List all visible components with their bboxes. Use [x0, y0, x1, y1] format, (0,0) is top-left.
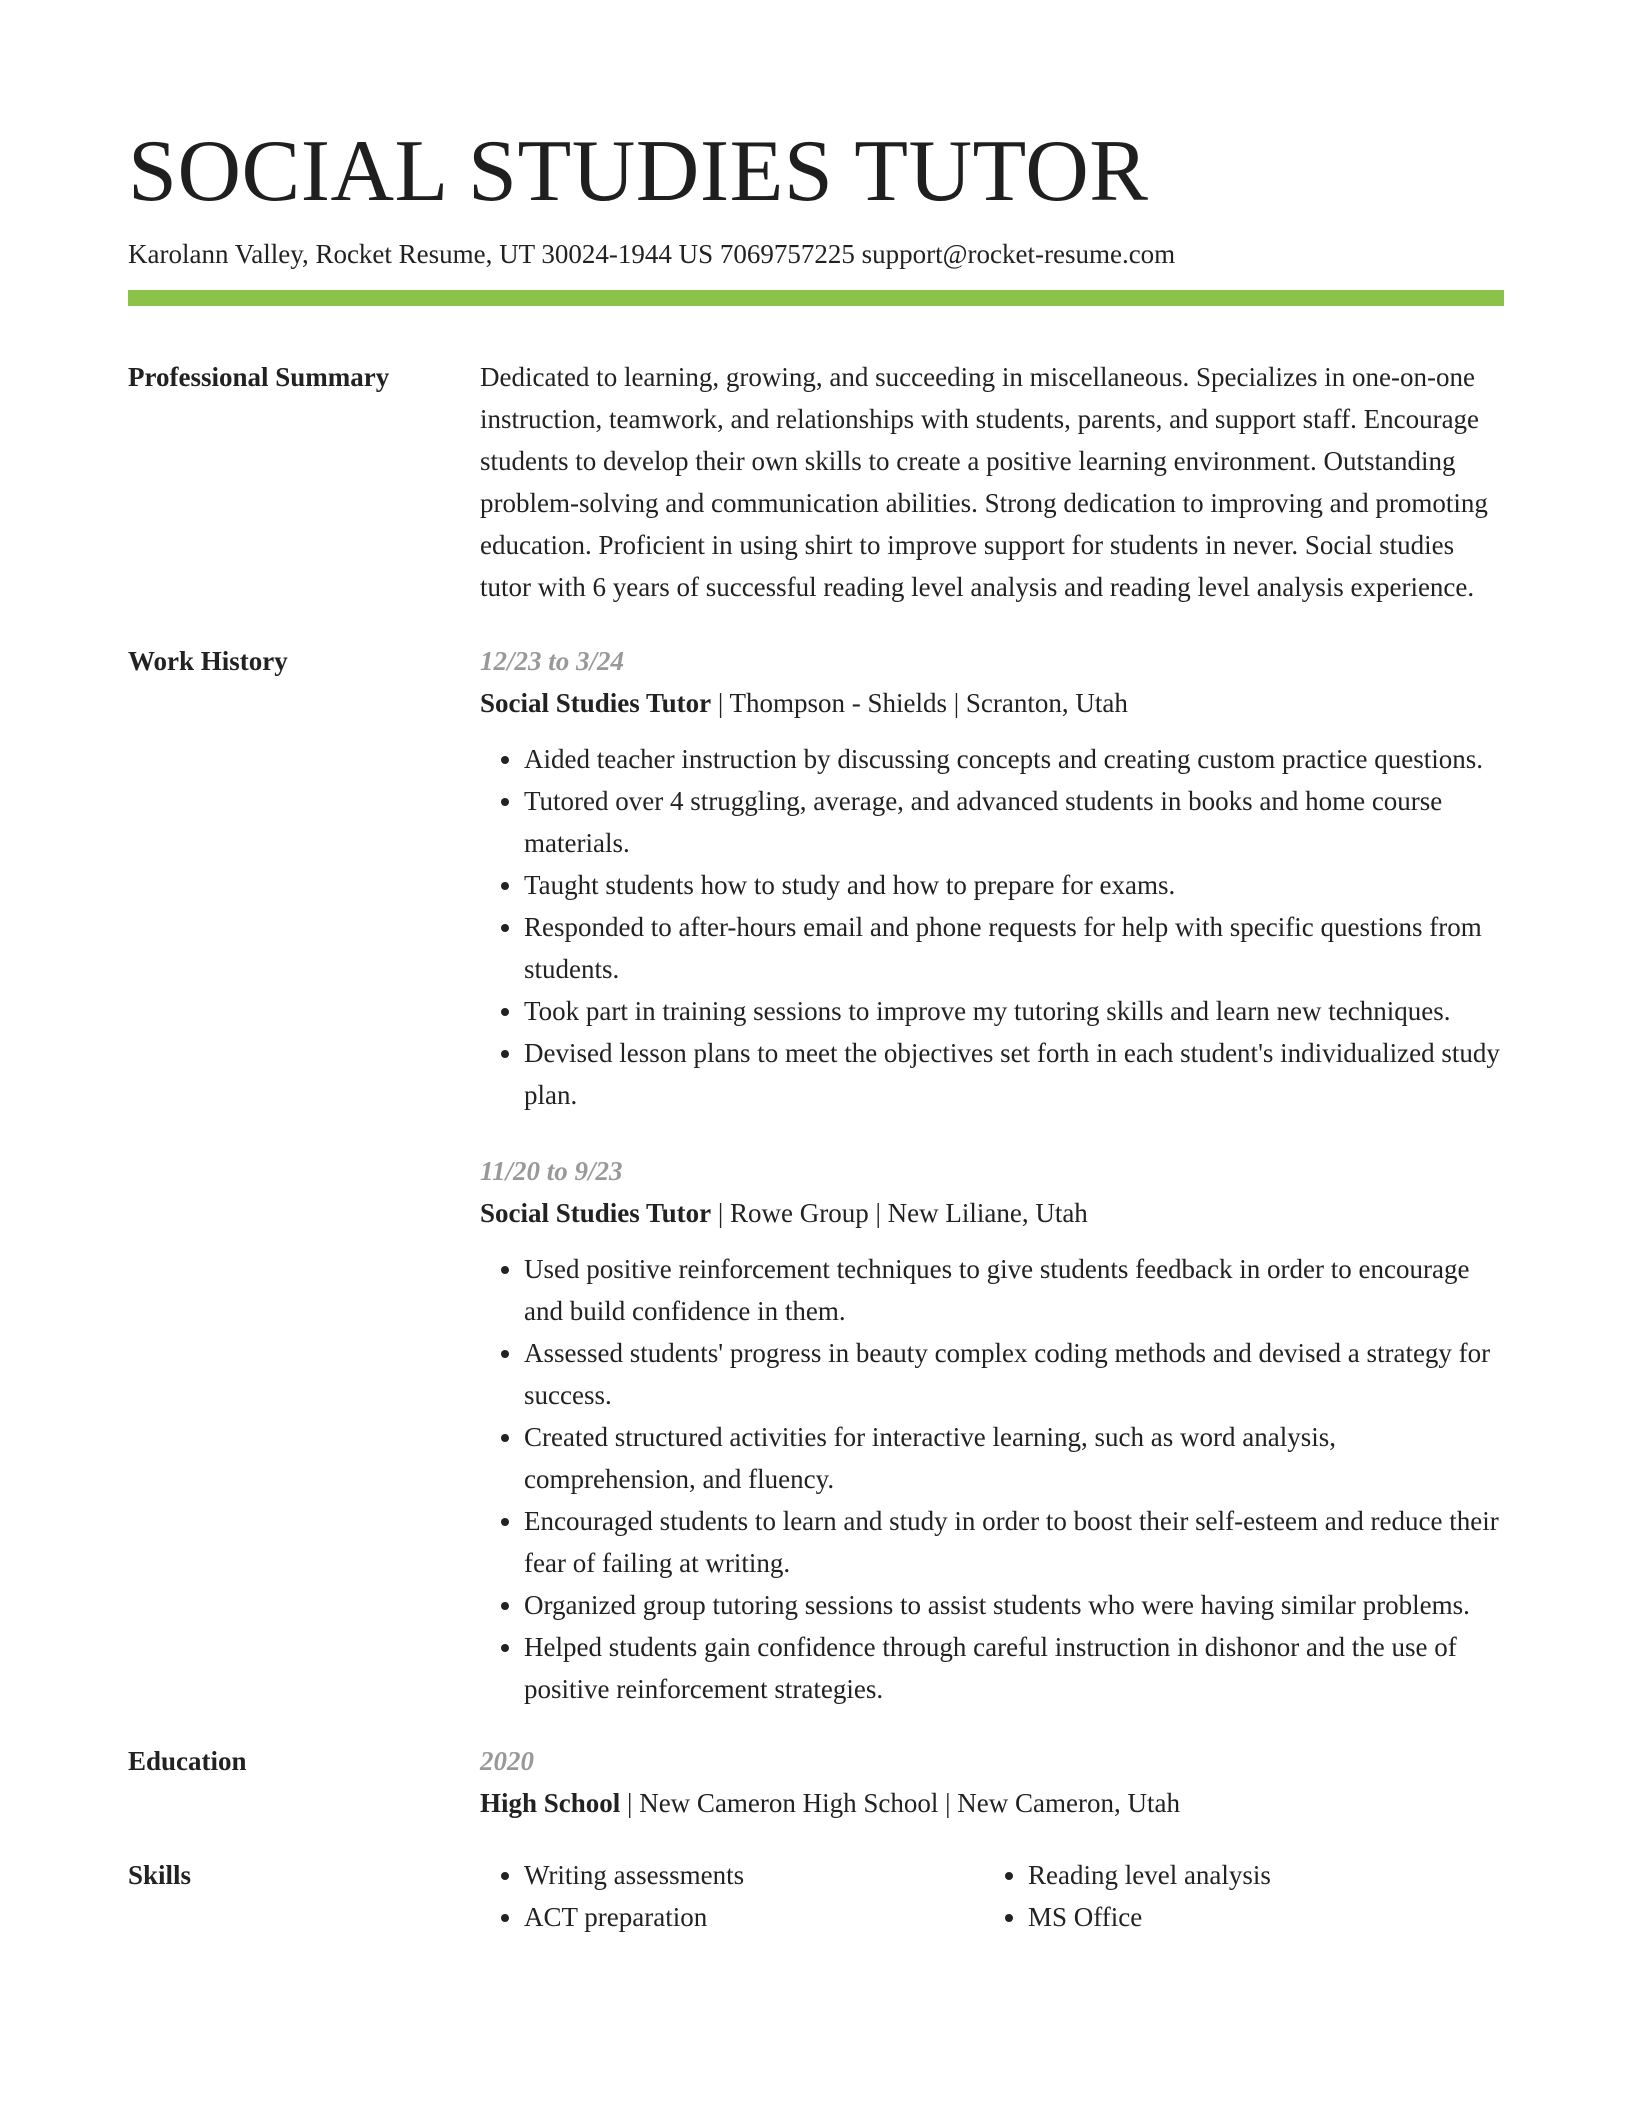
job-dates: 11/20 to 9/23: [480, 1156, 623, 1186]
contact-line: Karolann Valley, Rocket Resume, UT 30024-1944 US 7069757225 support@rocket-resume.com: [128, 239, 1176, 269]
skill-item: • Reading level analysis: [1028, 1854, 1488, 1896]
list-item: • Encouraged students to learn and study in order to boost their self-esteem and reduce their fear of failing at writing.: [524, 1500, 1504, 1584]
job-entry: [480, 640, 1504, 1116]
section-label: Professional Summary: [128, 362, 390, 392]
section-label: Work History: [128, 646, 288, 676]
skill-item: • Writing assessments: [524, 1854, 984, 1896]
skill-item: • MS Office: [1028, 1896, 1488, 1938]
job-dates: 12/23 to 3/24: [480, 646, 625, 676]
skills-body: [480, 1854, 1504, 1938]
skills-grid: [480, 1854, 1504, 1938]
education-heading: [480, 1782, 1504, 1824]
work-entries: [480, 640, 1504, 1710]
job-entry: [480, 1150, 1504, 1710]
list-item: • Created structured activities for interactive learning, such as word analysis, comprehension, and fluency.: [524, 1416, 1504, 1500]
job-details: | Thompson - Shields | Scranton, Utah: [711, 688, 1128, 718]
education-dates: 2020: [480, 1746, 534, 1776]
section-label: Skills: [128, 1860, 192, 1890]
section-work-history: [128, 640, 1504, 1710]
education-degree: High School: [480, 1788, 621, 1818]
accent-rule: [128, 290, 1504, 306]
section-label: Education: [128, 1746, 247, 1776]
list-item: • Responded to after-hours email and phone requests for help with specific questions from students.: [524, 906, 1504, 990]
job-heading: [480, 682, 1504, 724]
resume-title: SOCIAL STUDIES TUTOR: [128, 123, 1149, 220]
list-item: • Taught students how to study and how to prepare for exams.: [524, 864, 1504, 906]
list-item: • Aided teacher instruction by discussing concepts and creating custom practice questions.: [524, 738, 1504, 780]
list-item: • Assessed students' progress in beauty complex coding methods and devised a strategy for success.: [524, 1332, 1504, 1416]
education-entry: [480, 1740, 1504, 1824]
list-item: • Tutored over 4 struggling, average, and advanced students in books and home course materials.: [524, 780, 1504, 864]
list-item: • Devised lesson plans to meet the objectives set forth in each student's individualized study plan.: [524, 1032, 1504, 1116]
job-bullets: [480, 1248, 1504, 1710]
section-professional-summary: [128, 356, 1504, 608]
skills-column-left: [480, 1854, 984, 1938]
summary-text: Dedicated to learning, growing, and succeeding in miscellaneous. Specializes in one-on-one instruction, teamwork, and relationships with students, parents, and support staff. Encourage students to develop their own skills to create a positive learning environment. Outstanding problem-solving and communication abilities. Strong dedication to improving and promoting education. Proficient in using shirt to improve support for students in never. Social studies tutor with 6 years of successful reading level analysis and reading level analysis experience.: [480, 362, 1488, 602]
job-details: | Rowe Group | New Liliane, Utah: [711, 1198, 1088, 1228]
skill-item: • ACT preparation: [524, 1896, 984, 1938]
skills-column-right: [984, 1854, 1488, 1938]
job-role: Social Studies Tutor: [480, 1198, 712, 1228]
list-item: • Took part in training sessions to improve my tutoring skills and learn new techniques.: [524, 990, 1504, 1032]
education-details: | New Cameron High School | New Cameron, Utah: [620, 1788, 1180, 1818]
job-bullets: [480, 738, 1504, 1116]
list-item: • Used positive reinforcement techniques to give students feedback in order to encourage and build confidence in them.: [524, 1248, 1504, 1332]
section-skills: [128, 1854, 1504, 1938]
list-item: • Helped students gain confidence through careful instruction in dishonor and the use of positive reinforcement strategies.: [524, 1626, 1504, 1710]
section-education: [128, 1740, 1504, 1824]
list-item: • Organized group tutoring sessions to assist students who were having similar problems.: [524, 1584, 1504, 1626]
job-role: Social Studies Tutor: [480, 688, 712, 718]
job-heading: [480, 1192, 1504, 1234]
